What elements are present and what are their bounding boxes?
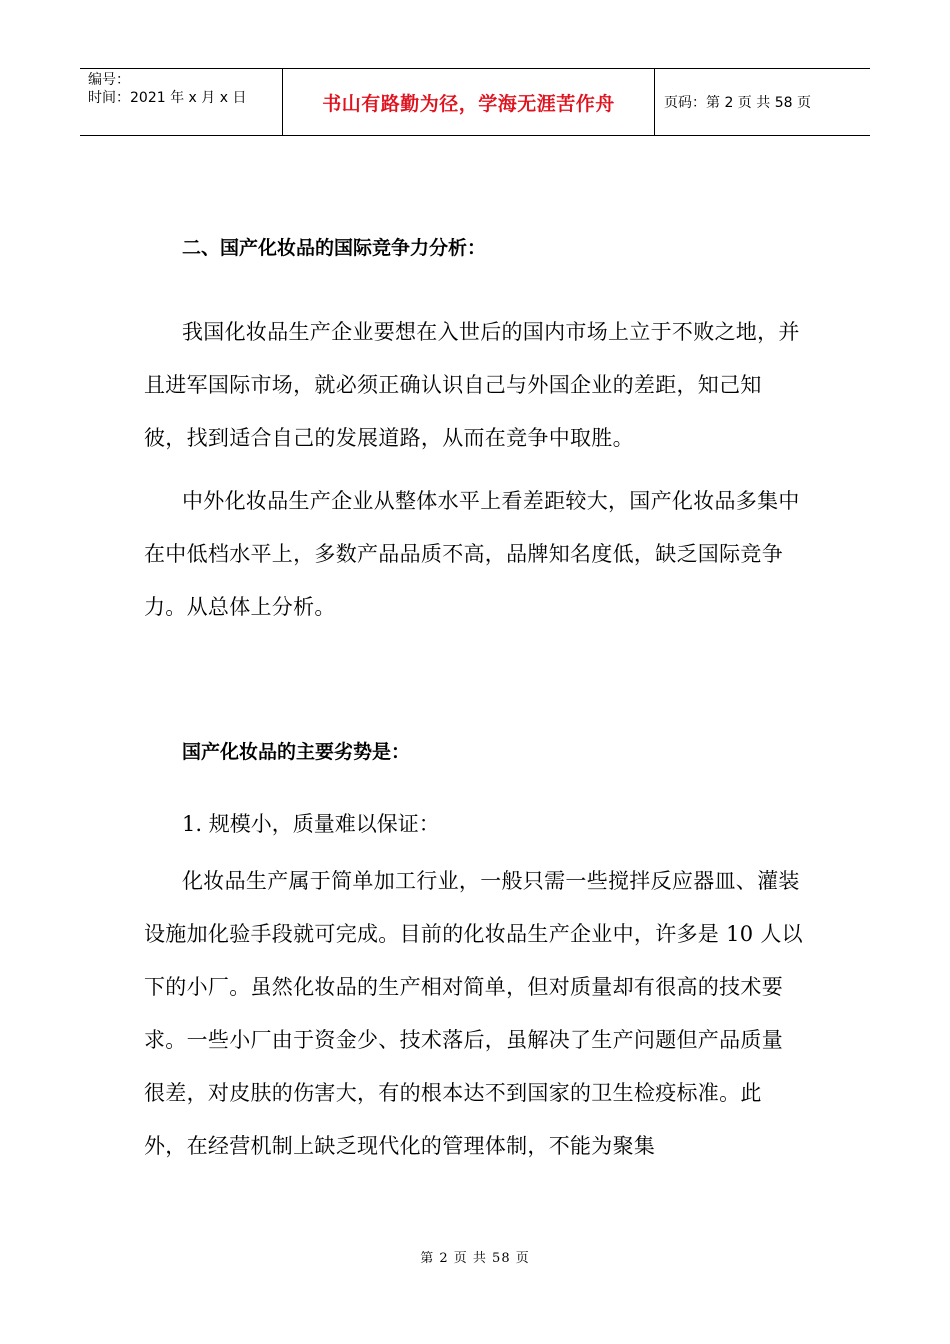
header-info-cell xyxy=(80,69,283,135)
page-label: 页码：第 2 页 共 58 页 xyxy=(664,95,811,111)
motto-text: 书山有路勤为径，学海无涯苦作舟 xyxy=(322,92,615,115)
list-item: 1. 规模小，质量难以保证： xyxy=(182,812,440,836)
page-footer: 第 2 页 共 58 页 xyxy=(420,1251,530,1266)
subsection-heading: 国产化妆品的主要劣势是： xyxy=(182,741,411,763)
section-heading: 二、国产化妆品的国际竞争力分析： xyxy=(182,237,487,259)
time-label: 时间：2021 年 x 月 x 日 xyxy=(88,90,247,106)
number-label: 编号： xyxy=(88,72,130,88)
page-header xyxy=(80,68,870,136)
header-motto-cell xyxy=(283,69,655,135)
paragraph: 我国化妆品生产企业要想在入世后的国内市场上立于不败之地，并且进军国际市场，就必须正确认识自己与外国企业的差距，知己知彼，找到适合自己的发展道路，从而在竞争中取胜。 xyxy=(144,320,800,450)
header-page-cell xyxy=(655,69,870,135)
paragraph: 中外化妆品生产企业从整体水平上看差距较大，国产化妆品多集中在中低档水平上，多数产品品质不高，品牌知名度低，缺乏国际竞争力。从总体上分析。 xyxy=(144,489,800,619)
paragraph: 化妆品生产属于简单加工行业，一般只需一些搅拌反应器皿、灌装设施加化验手段就可完成。目前的化妆品生产企业中，许多是 10 人以下的小厂。虽然化妆品的生产相对简单，但对质量却有很高的技术要求。一些小厂由于资金少、技术落后，虽解决了生产问题但产品质量很差，对皮肤的伤害大，有的根本达不到国家的卫生检疫标准。此外，在经营机制上缺乏现代化的管理体制，不能为聚集 xyxy=(144,869,803,1158)
document-body xyxy=(144,236,804,1173)
